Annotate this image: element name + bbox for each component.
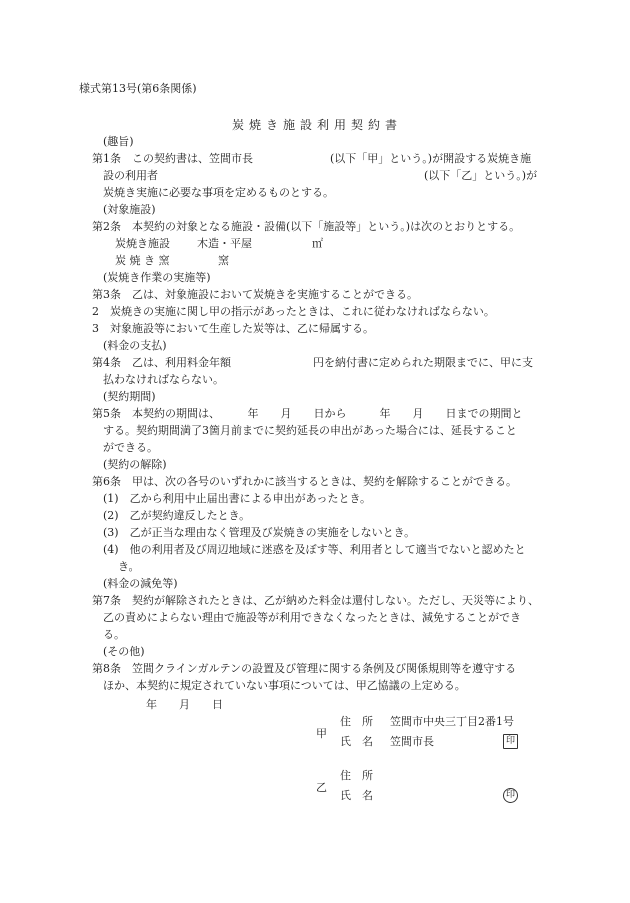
art6-line1: 第6条 甲は、次の各号のいずれかに該当するときは、契約を解除することができる。 [92, 475, 517, 488]
art2-line1: 第2条 本契約の対象となる施設・設備(以下「施設等」という。)は次のとおりとする。 [92, 220, 521, 233]
art4-line1b: 円を納付書に定められた期限までに、甲に支 [313, 356, 533, 369]
art6-item4a: (4) 他の利用者及び周辺地域に迷惑を及ぼす等、利用者として適当でないと認めたと [103, 543, 526, 556]
party-a-name-label: 氏 名 [340, 735, 373, 748]
party-a-address-label: 住 所 [340, 715, 373, 728]
heading-facility: (対象施設) [103, 203, 156, 216]
heading-operation: (炭焼き作業の実施等) [103, 271, 211, 284]
party-b-mark: 乙 [316, 781, 327, 794]
art5-line2: する。契約期間満了3箇月前までに契約延長の申出があった場合には、延長すること [103, 424, 517, 437]
art1-line1a: 第1条 この契約書は、笠間市長 [92, 152, 253, 165]
art6-item2: (2) 乙が契約違反したとき。 [103, 509, 251, 522]
art8-line1: 第8条 笠間クラインガルテンの設置及び管理に関する条例及び関係規則等を遵守する [92, 662, 517, 675]
facility-name: 炭焼き施設 [115, 237, 170, 250]
kiln-unit: 窯 [218, 254, 229, 267]
party-a-address: 笠間市中央三丁目2番1号 [390, 715, 514, 728]
art7-line2: 乙の責めによらない理由で施設等が利用できなくなったときは、減免することができ [103, 611, 521, 624]
art8-line2: ほか、本契約に規定されていない事項については、甲乙協議の上定める。 [103, 679, 466, 692]
document-title: 炭焼き施設利用契約書 [232, 118, 403, 132]
heading-payment: (料金の支払) [103, 339, 167, 352]
heading-cancel: (契約の解除) [103, 458, 167, 471]
party-a-seal-stamp: 印 [503, 734, 518, 749]
art6-item3: (3) 乙が正当な理由なく管理及び炭焼きの実施をしないとき。 [103, 526, 416, 539]
art1-line3: 炭焼き実施に必要な事項を定めるものとする。 [103, 186, 334, 199]
heading-purpose: (趣旨) [103, 135, 134, 148]
facility-structure: 木造・平屋 [197, 237, 252, 250]
party-b-address-label: 住 所 [340, 769, 373, 782]
art3-line2: 2 炭焼きの実施に関し甲の指示があったときは、これに従わなければならない。 [92, 305, 495, 318]
art5-line3: ができる。 [103, 441, 158, 454]
art3-line1: 第3条 乙は、対象施設において炭焼きを実施することができる。 [92, 288, 418, 301]
art3-line3: 3 対象施設等において生産した炭等は、乙に帰属する。 [92, 322, 374, 335]
art6-item1: (1) 乙から利用中止届出書による申出があったとき。 [103, 492, 372, 505]
heading-other: (その他) [103, 645, 145, 658]
party-a-name: 笠間市長 [390, 735, 434, 748]
party-a-mark: 甲 [316, 727, 327, 740]
art4-line1a: 第4条 乙は、利用料金年額 [92, 356, 231, 369]
contract-date: 年 月 日 [146, 698, 223, 711]
art7-line1: 第7条 契約が解除されたときは、乙が納めた料金は還付しない。ただし、天災等により、 [92, 594, 539, 607]
facility-area-unit: ㎡ [312, 237, 323, 250]
heading-reduction: (料金の減免等) [103, 577, 178, 590]
art7-line3: る。 [103, 628, 125, 641]
art1-line2a: 設の利用者 [103, 169, 158, 182]
art6-item4b: き。 [118, 560, 140, 573]
form-number: 様式第13号(第6条関係) [79, 82, 197, 95]
art1-line1b: (以下「甲」という。)が開設する炭焼き施 [330, 152, 532, 165]
party-b-seal-mark: 印 [503, 788, 518, 803]
art1-line2b: (以下「乙」という。)が [424, 169, 538, 182]
art4-line2: 払わなければならない。 [103, 373, 224, 386]
art5-line1: 第5条 本契約の期間は、 年 月 日から 年 月 日までの期間と [92, 407, 523, 420]
kiln-name: 炭 焼 き 窯 [115, 254, 170, 267]
party-b-name-label: 氏 名 [340, 789, 373, 802]
heading-period: (契約期間) [103, 390, 156, 403]
